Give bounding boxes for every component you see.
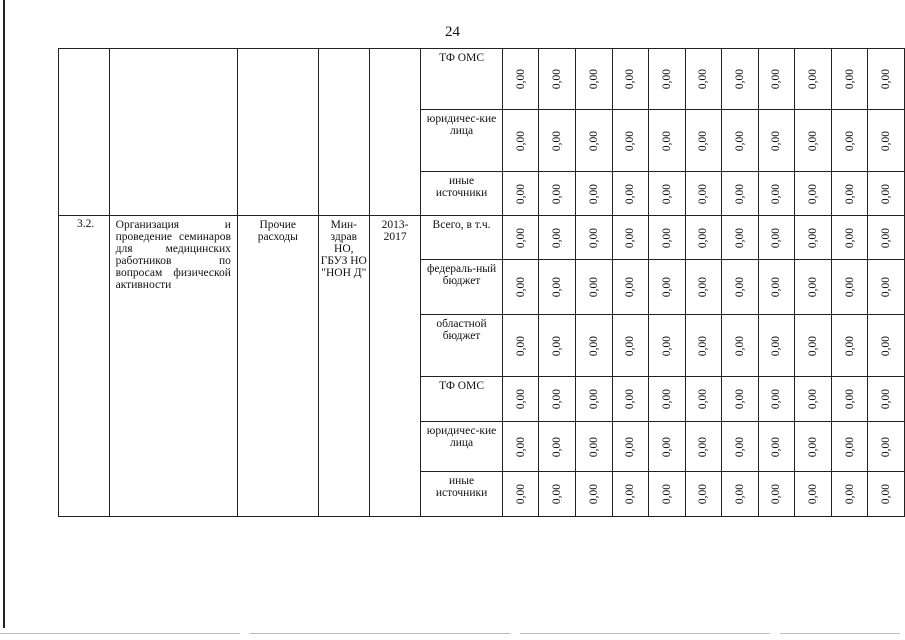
value-cell — [649, 216, 686, 260]
value-cell — [758, 377, 795, 422]
value-text: 0,00 — [624, 335, 637, 356]
value-text: 0,00 — [697, 183, 710, 204]
value-cell — [868, 49, 905, 110]
funding-source-cell — [421, 377, 503, 422]
value-text: 0,00 — [843, 183, 856, 204]
value-text: 0,00 — [697, 130, 710, 151]
value-cell — [758, 472, 795, 517]
value-cell — [649, 49, 686, 110]
value-cell — [575, 172, 612, 216]
value-cell — [575, 260, 612, 315]
value-text: 0,00 — [807, 68, 820, 90]
value-cell — [649, 260, 686, 315]
funding-source-label: федераль-ный бюджет — [426, 263, 497, 287]
value-cell — [758, 216, 795, 260]
value-text: 0,00 — [514, 183, 527, 204]
value-text: 0,00 — [770, 276, 783, 298]
item-number-cell — [59, 216, 110, 517]
value-cell — [612, 472, 649, 517]
value-cell — [758, 172, 795, 216]
value-cell — [685, 216, 722, 260]
value-cell — [831, 422, 868, 472]
scan-edge-line — [520, 633, 770, 634]
value-text: 0,00 — [880, 227, 893, 248]
value-cell — [722, 49, 759, 110]
value-cell — [685, 260, 722, 315]
item-name: Организация и проведение семинаров для медицинских работников по вопросам физической активности — [115, 219, 231, 291]
value-text: 0,00 — [880, 68, 893, 90]
scan-edge-line — [250, 633, 510, 634]
value-text: 0,00 — [660, 335, 673, 356]
value-cell — [649, 472, 686, 517]
value-cell — [685, 49, 722, 110]
value-text: 0,00 — [880, 483, 893, 505]
value-text: 0,00 — [551, 276, 564, 298]
value-cell — [575, 472, 612, 517]
value-text: 0,00 — [514, 483, 527, 505]
value-text: 0,00 — [843, 130, 856, 151]
value-text: 0,00 — [660, 227, 673, 248]
value-text: 0,00 — [551, 130, 564, 151]
value-text: 0,00 — [660, 483, 673, 505]
value-text: 0,00 — [807, 388, 820, 410]
value-text: 0,00 — [624, 227, 637, 248]
funding-source-cell — [421, 260, 503, 315]
value-cell — [685, 377, 722, 422]
funding-source-label: юридичес-кие лица — [426, 113, 497, 137]
value-cell — [831, 315, 868, 377]
value-text: 0,00 — [551, 436, 564, 457]
value-text: 0,00 — [587, 436, 600, 457]
value-cell — [502, 260, 539, 315]
number-cell — [59, 49, 110, 216]
value-cell — [685, 315, 722, 377]
value-cell — [502, 315, 539, 377]
financing-table — [58, 48, 905, 517]
value-cell — [868, 315, 905, 377]
funding-source-label: Всего, в т.ч. — [432, 219, 491, 231]
value-text: 0,00 — [733, 183, 746, 204]
value-text: 0,00 — [587, 130, 600, 151]
value-cell — [795, 472, 832, 517]
value-text: 0,00 — [843, 276, 856, 298]
value-cell — [722, 377, 759, 422]
funding-source-cell — [421, 110, 503, 172]
value-cell — [575, 315, 612, 377]
value-cell — [758, 110, 795, 172]
funding-source-cell — [421, 172, 503, 216]
value-text: 0,00 — [880, 335, 893, 356]
value-text: 0,00 — [551, 227, 564, 248]
value-cell — [575, 216, 612, 260]
item-period-cell — [370, 216, 421, 517]
value-text: 0,00 — [807, 183, 820, 204]
value-text: 0,00 — [807, 227, 820, 248]
value-text: 0,00 — [587, 227, 600, 248]
value-cell — [649, 172, 686, 216]
value-cell — [722, 472, 759, 517]
value-cell — [758, 315, 795, 377]
value-text: 0,00 — [843, 335, 856, 356]
funding-source-cell — [421, 422, 503, 472]
value-cell — [722, 260, 759, 315]
value-text: 0,00 — [807, 335, 820, 356]
value-cell — [612, 49, 649, 110]
value-cell — [831, 110, 868, 172]
value-text: 0,00 — [770, 388, 783, 410]
funding-source-cell — [421, 472, 503, 517]
value-cell — [575, 377, 612, 422]
value-text: 0,00 — [624, 130, 637, 151]
value-cell — [868, 110, 905, 172]
value-text: 0,00 — [733, 335, 746, 356]
value-cell — [649, 110, 686, 172]
value-text: 0,00 — [697, 436, 710, 457]
value-text: 0,00 — [843, 68, 856, 90]
expense-type-cell — [237, 49, 318, 216]
funding-source-label: юридичес-кие лица — [426, 425, 497, 449]
item-executor-cell — [318, 216, 369, 517]
value-cell — [795, 49, 832, 110]
value-cell — [831, 216, 868, 260]
scan-edge-line — [0, 633, 240, 634]
value-text: 0,00 — [733, 130, 746, 151]
value-cell — [831, 377, 868, 422]
value-text: 0,00 — [733, 436, 746, 457]
value-cell — [502, 110, 539, 172]
item-number: 3.2. — [77, 218, 95, 230]
value-text: 0,00 — [514, 227, 527, 248]
value-cell — [868, 472, 905, 517]
value-text: 0,00 — [624, 68, 637, 90]
value-cell — [612, 377, 649, 422]
item-period: 2013-2017 — [381, 219, 409, 243]
value-text: 0,00 — [843, 483, 856, 505]
period-cell — [370, 49, 421, 216]
value-cell — [539, 49, 576, 110]
value-cell — [539, 472, 576, 517]
value-text: 0,00 — [733, 68, 746, 90]
value-cell — [831, 260, 868, 315]
value-text: 0,00 — [697, 483, 710, 505]
value-text: 0,00 — [697, 227, 710, 248]
value-text: 0,00 — [587, 183, 600, 204]
scan-edge-line — [780, 633, 900, 634]
value-cell — [831, 472, 868, 517]
value-cell — [831, 49, 868, 110]
value-text: 0,00 — [770, 183, 783, 204]
value-text: 0,00 — [660, 183, 673, 204]
executor-cell — [318, 49, 369, 216]
value-text: 0,00 — [880, 130, 893, 151]
value-cell — [722, 172, 759, 216]
funding-source-label: ТФ ОМС — [439, 52, 484, 64]
value-text: 0,00 — [697, 335, 710, 356]
value-text: 0,00 — [697, 388, 710, 410]
value-cell — [539, 216, 576, 260]
value-cell — [539, 172, 576, 216]
value-text: 0,00 — [770, 483, 783, 505]
value-text: 0,00 — [733, 483, 746, 505]
value-cell — [539, 377, 576, 422]
value-text: 0,00 — [733, 276, 746, 298]
value-cell — [685, 172, 722, 216]
value-cell — [502, 216, 539, 260]
value-text: 0,00 — [587, 335, 600, 356]
value-text: 0,00 — [843, 388, 856, 410]
value-cell — [539, 260, 576, 315]
value-text: 0,00 — [770, 335, 783, 356]
value-text: 0,00 — [660, 276, 673, 298]
value-text: 0,00 — [843, 436, 856, 457]
value-text: 0,00 — [514, 388, 527, 410]
table-row — [59, 216, 905, 260]
value-cell — [649, 422, 686, 472]
item-expense-type-cell — [237, 216, 318, 517]
value-cell — [502, 49, 539, 110]
item-expense-type: Прочие расходы — [257, 219, 298, 243]
funding-source-label: областной бюджет — [436, 318, 487, 342]
value-text: 0,00 — [551, 483, 564, 505]
value-text: 0,00 — [624, 436, 637, 457]
value-text: 0,00 — [587, 276, 600, 298]
value-text: 0,00 — [697, 276, 710, 298]
value-cell — [795, 172, 832, 216]
value-text: 0,00 — [843, 227, 856, 248]
item-executor: Мин-здрав НО, ГБУЗ НО "НОН Д" — [320, 219, 367, 279]
value-text: 0,00 — [770, 130, 783, 151]
value-text: 0,00 — [733, 227, 746, 248]
value-cell — [649, 377, 686, 422]
value-cell — [612, 315, 649, 377]
value-cell — [758, 49, 795, 110]
funding-source-cell — [421, 315, 503, 377]
funding-source-label: иные источники — [435, 475, 488, 499]
value-cell — [612, 216, 649, 260]
value-cell — [612, 110, 649, 172]
value-text: 0,00 — [551, 388, 564, 410]
page-number: 24 — [445, 24, 460, 40]
value-cell — [795, 110, 832, 172]
value-cell — [502, 172, 539, 216]
value-cell — [868, 260, 905, 315]
value-text: 0,00 — [514, 436, 527, 457]
funding-source-label: ТФ ОМС — [439, 380, 484, 392]
value-text: 0,00 — [880, 436, 893, 457]
value-cell — [502, 472, 539, 517]
item-name-cell — [109, 216, 237, 517]
value-cell — [575, 110, 612, 172]
funding-source-label: иные источники — [435, 175, 488, 199]
value-cell — [868, 216, 905, 260]
value-text: 0,00 — [807, 483, 820, 505]
value-cell — [758, 260, 795, 315]
value-text: 0,00 — [733, 388, 746, 410]
value-cell — [502, 377, 539, 422]
value-cell — [502, 422, 539, 472]
name-cell — [109, 49, 237, 216]
value-text: 0,00 — [770, 68, 783, 90]
value-cell — [758, 422, 795, 472]
value-cell — [868, 377, 905, 422]
value-text: 0,00 — [660, 436, 673, 457]
value-text: 0,00 — [514, 276, 527, 298]
value-cell — [685, 110, 722, 172]
value-text: 0,00 — [807, 436, 820, 457]
value-text: 0,00 — [880, 276, 893, 298]
value-cell — [575, 422, 612, 472]
value-text: 0,00 — [551, 183, 564, 204]
value-cell — [795, 377, 832, 422]
value-text: 0,00 — [807, 130, 820, 151]
table-row — [59, 49, 905, 110]
value-cell — [722, 216, 759, 260]
value-cell — [795, 315, 832, 377]
value-text: 0,00 — [880, 183, 893, 204]
value-cell — [539, 315, 576, 377]
value-text: 0,00 — [551, 335, 564, 356]
value-text: 0,00 — [551, 68, 564, 90]
value-cell — [685, 472, 722, 517]
value-cell — [722, 315, 759, 377]
value-text: 0,00 — [624, 276, 637, 298]
value-text: 0,00 — [624, 483, 637, 505]
page-left-edge — [3, 0, 5, 628]
value-cell — [539, 110, 576, 172]
value-text: 0,00 — [660, 68, 673, 90]
value-text: 0,00 — [514, 335, 527, 356]
value-cell — [539, 422, 576, 472]
value-cell — [649, 315, 686, 377]
value-cell — [722, 110, 759, 172]
value-text: 0,00 — [770, 227, 783, 248]
value-cell — [575, 49, 612, 110]
value-cell — [612, 172, 649, 216]
funding-source-cell — [421, 216, 503, 260]
value-text: 0,00 — [697, 68, 710, 90]
value-cell — [868, 172, 905, 216]
value-text: 0,00 — [807, 276, 820, 298]
value-cell — [795, 260, 832, 315]
value-text: 0,00 — [624, 388, 637, 410]
value-text: 0,00 — [514, 68, 527, 90]
value-text: 0,00 — [587, 388, 600, 410]
funding-source-cell — [421, 49, 503, 110]
value-text: 0,00 — [880, 388, 893, 410]
value-text: 0,00 — [624, 183, 637, 204]
value-text: 0,00 — [660, 130, 673, 151]
value-text: 0,00 — [514, 130, 527, 151]
value-cell — [795, 422, 832, 472]
value-cell — [795, 216, 832, 260]
value-cell — [612, 260, 649, 315]
value-cell — [612, 422, 649, 472]
value-cell — [722, 422, 759, 472]
value-text: 0,00 — [587, 483, 600, 505]
value-cell — [831, 172, 868, 216]
value-text: 0,00 — [660, 388, 673, 410]
value-cell — [685, 422, 722, 472]
value-cell — [868, 422, 905, 472]
value-text: 0,00 — [587, 68, 600, 90]
value-text: 0,00 — [770, 436, 783, 457]
